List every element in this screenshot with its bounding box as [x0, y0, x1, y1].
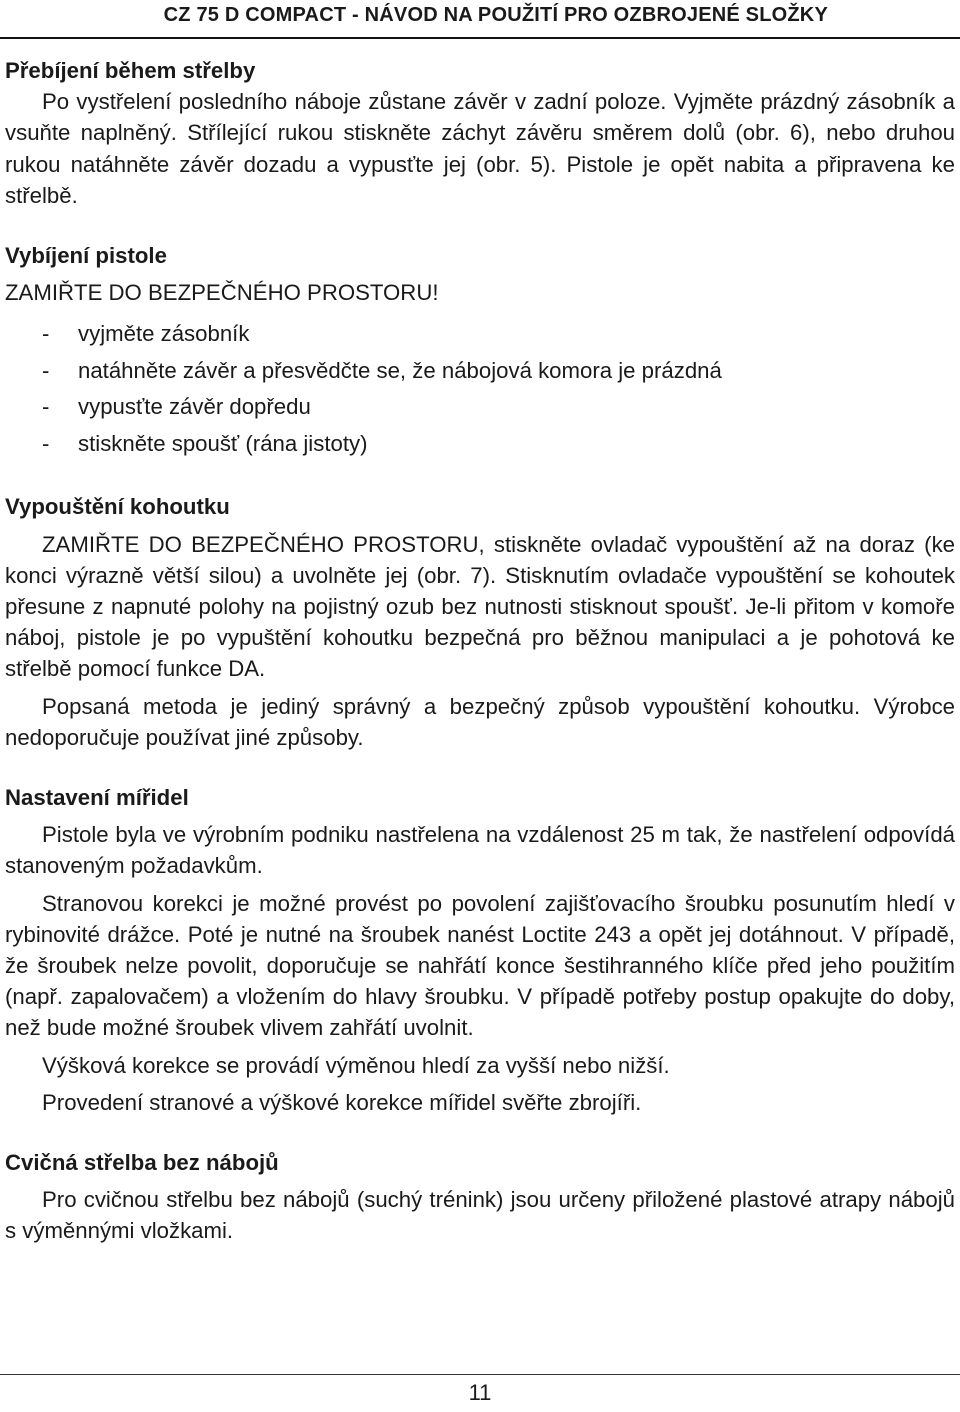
dash-marker: - [42, 321, 50, 347]
unloading-step: - stiskněte spoušť (rána jistoty) [5, 426, 955, 463]
sights-paragraph-4: Provedení stranové a výškové korekce mířidel svěřte zbrojíři. [42, 1089, 642, 1115]
sights-paragraph-2: Stranovou korekci je možné provést po povolení zajišťovacího šroubku posunutím hledí v rybinovité drážce. Poté je nutné na šroubek nanést Loctite 243 a opět jej dotáhnout. V případě, že šroubek nelze povolit, doporučuje se nahřátí konce šestihranného klíče před jeho použitím (např. zapalovačem) a vložením do hlavy šroubku. V případě potřeby postup opakujte do doby, než bude možné šroubek vlivem zahřátí uvolnit. [5, 890, 955, 1041]
reloading-paragraph: Po vystřelení posledního náboje zůstane závěr v zadní poloze. Vyjměte prázdný zásobník a vsuňte naplněný. Střílející rukou stiskněte záchyt závěru směrem dolů (obr. 6), nebo druhou rukou natáhněte závěr dozadu a vypusťte jej (obr. 5). Pistole je opět nabita a připravena ke střelbě. [5, 89, 955, 208]
sights-paragraph-1: Pistole byla ve výrobním podniku nastřelena na vzdálenost 25 m tak, že nastřelení odpovídá stanoveným požadavkům. [5, 822, 955, 879]
heading-reloading: Přebíjení během střelby [5, 58, 256, 83]
decocking-note: Popsaná metoda je jediný správný a bezpečný způsob vypouštění kohoutku. Výrobce nedoporučuje používat jiné způsoby. [5, 693, 955, 750]
dryfire-paragraph: Pro cvičnou střelbu bez nábojů (suchý trénink) jsou určeny přiložené plastové atrapy nábojů s výměnnými vložkami. [5, 1187, 955, 1244]
heading-sights: Nastavení mířidel [5, 785, 189, 811]
decocking-paragraph: ZAMIŘTE DO BEZPEČNÉHO PROSTORU, stiskněte ovladač vypouštění až na doraz (ke konci výrazně větší silou) a uvolněte jej (obr. 7). Stisknutím ovladače vypouštění se kohoutek přesune z napnuté polohy na pojistný ozub bez nutnosti stisknout spoušť. Je-li přitom v komoře náboj, pistole je po vypuštění kohoutku bezpečná pro běžnou manipulaci a je pohotová ke střelbě pomocí funkce DA. [5, 531, 955, 682]
heading-unloading: Vybíjení pistole [5, 243, 167, 269]
unloading-step: - natáhněte závěr a přesvědčte se, že nábojová komora je prázdná [5, 353, 955, 390]
heading-decocking: Vypouštění kohoutku [5, 494, 230, 520]
unloading-warning: ZAMIŘTE DO BEZPEČNÉHO PROSTORU! [5, 280, 439, 306]
dash-marker: - [42, 430, 50, 456]
unloading-step: - vypusťte závěr dopředu [5, 389, 955, 426]
page-number: 11 [468, 1380, 492, 1405]
page-content [5, 55, 955, 1247]
footer-rule [0, 1374, 960, 1375]
page-header [0, 0, 960, 39]
heading-dryfire: Cvičná střelba bez nábojů [5, 1150, 279, 1176]
unloading-step: - vyjměte zásobník [5, 316, 955, 353]
sights-paragraph-3: Výšková korekce se provádí výměnou hledí za vyšší nebo nižší. [42, 1052, 670, 1078]
unloading-steps [5, 316, 955, 462]
dash-marker: - [42, 394, 50, 420]
dash-marker: - [42, 357, 50, 383]
header-title: CZ 75 D COMPACT - NÁVOD NA POUŽITÍ PRO OZBROJENÉ SLOŽKY [163, 4, 828, 26]
